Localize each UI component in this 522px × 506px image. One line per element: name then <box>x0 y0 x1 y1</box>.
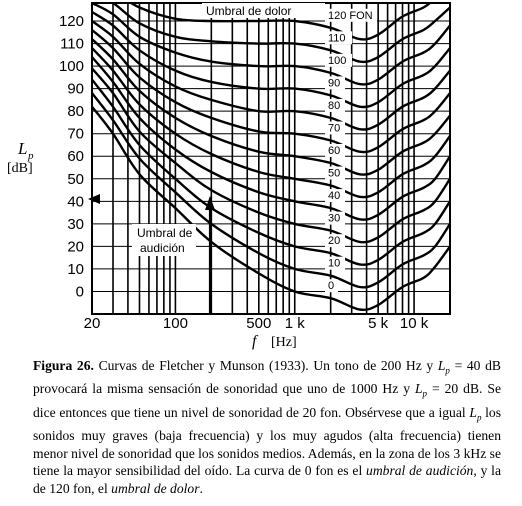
y-tick-label: 80 <box>67 103 84 121</box>
figure-caption <box>33 357 501 497</box>
x-tick-label: 1 k <box>284 315 305 332</box>
y-tick-label: 110 <box>60 35 84 53</box>
caption-lp-3: L <box>469 404 477 420</box>
curve-label: 90 <box>328 77 341 90</box>
y-axis-symbol: L <box>18 139 28 158</box>
caption-text-1: Curvas de Fletcher y Munson (1933). Un tono de 200 Hz y <box>93 358 438 373</box>
y-tick-label: 60 <box>67 148 84 166</box>
curve-label: 70 <box>328 122 341 135</box>
curve-label: 30 <box>328 212 341 225</box>
y-tick-label: 70 <box>67 125 84 143</box>
y-tick-label: 30 <box>67 215 84 233</box>
y-tick-label: 0 <box>75 283 84 301</box>
curve-label: 50 <box>328 167 341 180</box>
y-axis-subscript: p <box>28 150 34 162</box>
level-arrow-head <box>88 194 100 204</box>
hearing-threshold-label-1: Umbral de <box>137 226 193 240</box>
y-tick-label: 100 <box>58 58 84 76</box>
y-tick-label: 90 <box>67 80 84 98</box>
y-tick-label: 120 <box>58 13 84 31</box>
caption-lp-2: L <box>414 381 423 397</box>
x-axis-unit: [Hz] <box>271 335 297 350</box>
curve-label: 0 <box>328 280 335 293</box>
caption-lp-1: L <box>437 358 446 373</box>
y-tick-label: 10 <box>67 260 84 278</box>
pain-threshold-label: Umbral de dolor <box>206 4 292 18</box>
curve-label: 20 <box>328 235 341 248</box>
x-tick-label: 20 <box>83 315 101 332</box>
curve-label: 60 <box>328 145 341 158</box>
caption-italic-pain: umbral de dolor <box>111 480 200 496</box>
curve-label: 120 FON <box>328 9 373 22</box>
caption-lp-3-sub: p <box>476 412 482 423</box>
caption-text-4: los sonidos muy graves (baja frecuencia) y los muy agudos (alta frecuencia) tienen menor nivel de sonoridad que los sonidos medios. Además, en la zona de los 3 kHz se tiene la mayor sensibilidad del oído. La curva de 0 fon es el <box>33 404 502 479</box>
curve-label: 40 <box>328 190 341 203</box>
curve-label: 80 <box>328 99 341 112</box>
x-tick-label: 10 k <box>399 315 429 332</box>
x-axis-symbol: f <box>252 333 257 350</box>
x-tick-label: 500 <box>246 315 272 332</box>
curve-label: 110 <box>328 32 346 45</box>
caption-text-5: , y la de 120 fon, el <box>33 463 501 496</box>
hearing-threshold-label-2: audición <box>140 241 185 255</box>
curve-label: 10 <box>328 257 341 270</box>
caption-lp-2-sub: p <box>422 389 428 400</box>
frequency-arrow-head <box>205 196 215 210</box>
caption-italic-hearing: umbral de audición <box>366 463 474 479</box>
caption-lp-1-sub: p <box>445 365 450 376</box>
x-tick-label: 5 k <box>368 315 389 332</box>
caption-text-2: = 40 dB provocará la misma sensación de sonoridad que uno de 1000 Hz y <box>33 358 501 397</box>
y-axis-unit: [dB] <box>7 161 33 176</box>
y-tick-label: 50 <box>67 170 84 188</box>
caption-text-6: . <box>199 480 203 496</box>
caption-figure-label: Figura 26. <box>33 358 94 373</box>
x-tick-label: 100 <box>162 315 188 332</box>
caption-text-3: = 20 dB. Se dice entonces que tiene un nivel de sonoridad de 20 fon. Obsérvese que a igual <box>33 381 501 420</box>
y-tick-label: 40 <box>67 193 84 211</box>
y-tick-label: 20 <box>67 238 84 256</box>
curve-label: 100 <box>328 54 347 67</box>
